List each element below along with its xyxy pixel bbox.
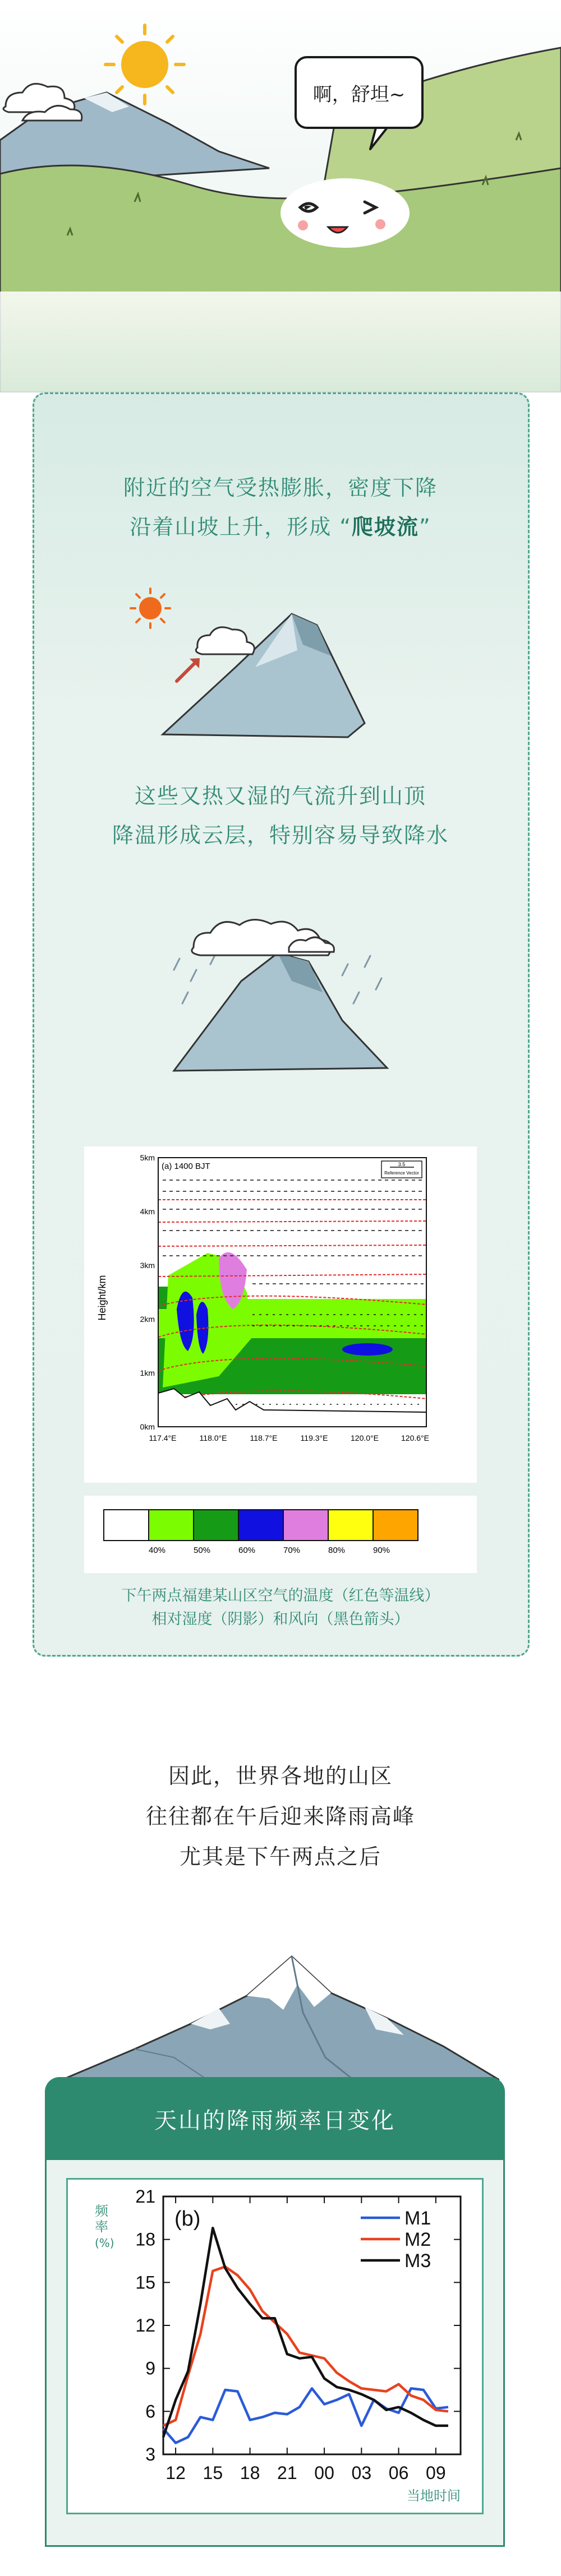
colorbar-cell (238, 1510, 283, 1541)
y-tick-label: 12 (135, 2315, 155, 2335)
figure-caption (0, 1584, 561, 1631)
colorbar-cell (194, 1510, 238, 1541)
sci-xtick: 120.6°E (401, 1433, 429, 1442)
legend-label: M2 (404, 2229, 431, 2250)
colorbar-label: 40% (148, 1546, 166, 1555)
conclusion-text (0, 1756, 561, 1877)
sci-ytick: 4km (140, 1207, 155, 1216)
speech-bubble-text: 啊，舒坦~ (312, 83, 406, 106)
colorbar-cell (104, 1510, 149, 1541)
y-tick-label: 15 (135, 2272, 155, 2293)
y-tick-label: 21 (135, 2186, 155, 2207)
colorbar-label: 60% (238, 1546, 256, 1555)
x-tick-label: 15 (203, 2463, 223, 2483)
x-tick-label: 12 (165, 2463, 186, 2483)
x-tick-label: 21 (277, 2463, 297, 2483)
reference-vector-value: 3.5 (398, 1162, 406, 1167)
sun-icon (131, 589, 170, 628)
sci-ytick: 0km (140, 1422, 155, 1431)
temperature-humidity-cross-section (84, 1146, 477, 1483)
panel-text-1-line-2-pre: 沿着山坡上升，形成 “ (130, 515, 352, 539)
legend-label: M1 (404, 2208, 431, 2229)
y-axis-label-char: 频 (95, 2203, 108, 2219)
colorbar-cell (283, 1510, 328, 1541)
speech-bubble (295, 56, 424, 129)
panel-text-1-line-2-post: ” (419, 515, 431, 539)
section-header (45, 2077, 505, 2160)
raining-mountain-illustration (163, 908, 404, 1082)
legend-label: M3 (404, 2250, 431, 2272)
sci-ytick: 2km (140, 1315, 155, 1324)
x-axis-label: 当地时间 (407, 2488, 461, 2504)
panel-text-2-line-1: 这些又热又湿的气流升到山顶 (134, 784, 426, 808)
colorbar-cell (149, 1510, 194, 1541)
sci-ytick: 1km (140, 1368, 155, 1377)
section-title: 天山的降雨频率日变化 (154, 2107, 396, 2134)
colorbar-label: 90% (373, 1546, 390, 1555)
conclusion-line-3: 尤其是下午两点之后 (179, 1844, 381, 1869)
arrow-up-right-icon (177, 658, 200, 681)
sci-xtick: 117.4°E (149, 1433, 177, 1442)
panel-text-1-line-1: 附近的空气受热膨胀，密度下降 (123, 475, 438, 500)
sci-ytick: 3km (140, 1261, 155, 1270)
sci-xtick: 119.3°E (300, 1433, 328, 1442)
colorbar-cell (373, 1510, 418, 1541)
mountain-sun-illustration (123, 583, 404, 746)
x-tick-label: 03 (351, 2463, 372, 2483)
colorbar-label: 50% (193, 1546, 211, 1555)
y-tick-label: 6 (145, 2401, 155, 2422)
sci-figure-title: (a) 1400 BJT (162, 1162, 210, 1171)
panel-label: (b) (174, 2207, 201, 2231)
colorbar-label: 70% (283, 1546, 301, 1555)
cloud-icon (192, 919, 334, 955)
panel-text-2 (0, 776, 561, 855)
figure-caption-line-1: 下午两点福建某山区空气的温度（红色等温线） (121, 1587, 440, 1604)
rainfall-frequency-chart (68, 2180, 482, 2513)
sci-xtick: 118.0°E (199, 1433, 227, 1442)
smiling-cloud-face-icon (280, 178, 410, 248)
reference-vector-label: Reference Vector (384, 1171, 419, 1176)
x-tick-label: 06 (388, 2463, 409, 2483)
colorbar-label: 80% (328, 1546, 346, 1555)
y-axis-label-char: 率 (95, 2219, 108, 2235)
sci-xtick: 120.0°E (351, 1433, 379, 1442)
chart-card (66, 2178, 484, 2514)
y-tick-label: 18 (135, 2229, 155, 2250)
figure-caption-line-2: 相对湿度（阴影）和风向（黑色箭头） (151, 1611, 410, 1628)
panel-text-1 (0, 468, 561, 547)
x-tick-label: 18 (240, 2463, 260, 2483)
upslope-flow-term: 爬坡流 (352, 515, 420, 539)
y-tick-label: 3 (145, 2444, 155, 2464)
sci-figure-ylabel: Height/km (96, 1275, 108, 1321)
panel-text-2-line-2: 降温形成云层，特别容易导致降水 (112, 823, 449, 848)
panel-text-1-line-2 (0, 507, 561, 547)
humidity-colorbar (84, 1496, 477, 1573)
y-axis-label-char: (%) (95, 2236, 114, 2250)
sci-xtick: 118.7°E (250, 1433, 278, 1442)
conclusion-line-2: 往往都在午后迎来降雨高峰 (145, 1804, 415, 1829)
hills-illustration (0, 0, 561, 392)
y-tick-label: 9 (145, 2358, 155, 2379)
snowy-mountain-illustration (62, 1945, 499, 2085)
x-tick-label: 09 (426, 2463, 446, 2483)
cloud-icon (196, 627, 254, 654)
colorbar-cell (328, 1510, 373, 1541)
x-tick-label: 00 (314, 2463, 334, 2483)
sci-ytick: 5km (140, 1153, 155, 1162)
conclusion-line-1: 因此，世界各地的山区 (168, 1764, 393, 1788)
